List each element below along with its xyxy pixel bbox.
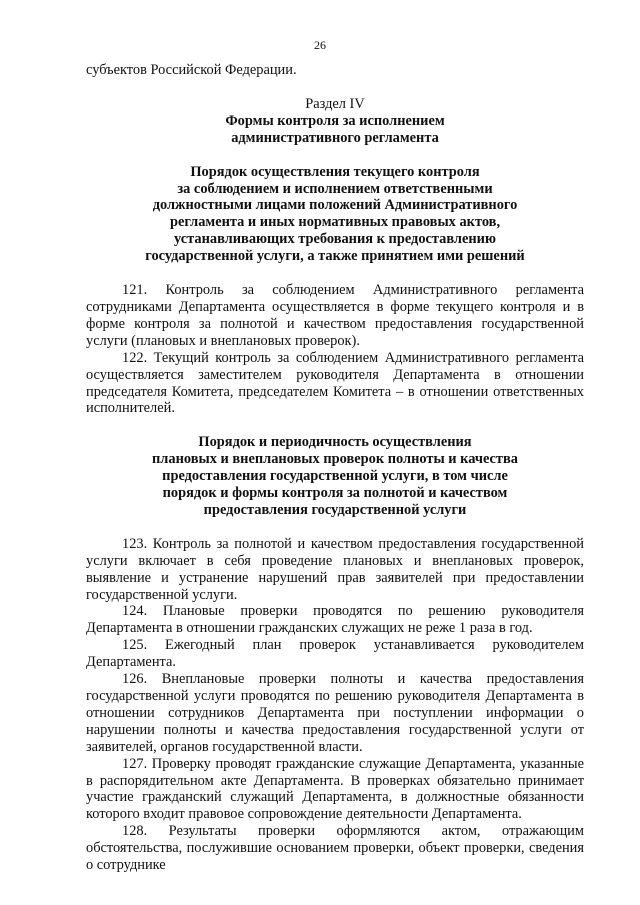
subsection-title-line: Порядок осуществления текущего контроля: [190, 163, 480, 180]
subsection-title-line: плановых и внеплановых проверок полноты и качества: [152, 451, 518, 468]
paragraph-125: 125. Ежегодный план проверок устанавливается руководителем Департамента.: [86, 637, 584, 671]
section-label: Раздел IV: [305, 95, 365, 112]
document-body: [86, 62, 584, 874]
subsection-title-line: устанавливающих требования к предоставлению: [174, 231, 496, 248]
paragraph-121: 121. Контроль за соблюдением Административного регламента сотрудниками Департамента осуществляется в форме текущего контроля и в форме контроля за полнотой и качеством предоставления государственной услуги (плановых и внеплановых проверок).: [86, 282, 584, 349]
subsection-title-line: государственной услуги, а также принятием ими решений: [145, 248, 525, 265]
subsection-title-line: регламента и иных нормативных правовых актов,: [169, 214, 501, 231]
subsection-title: [86, 434, 584, 519]
lead-text: субъектов Российской Федерации.: [86, 62, 297, 78]
paragraph-123: 123. Контроль за полнотой и качеством предоставления государственной услуги включает в себя проведение плановых и внеплановых проверок, выявление и устранение нарушений прав заявителей при предоставлении государственной услуги.: [86, 535, 584, 603]
section-title-line: Формы контроля за исполнением: [225, 112, 445, 129]
subsection-title-line: Порядок и периодичность осуществления: [198, 434, 472, 451]
paragraph-122: 122. Текущий контроль за соблюдением Административного регламента осуществляется заместителем руководителя Департамента в отношении председателя Комитета, председателем Комитета – в отношении ответственных исполнителей.: [86, 349, 584, 417]
subsection-title-line: должностными лицами положений Административного: [152, 197, 518, 214]
subsection-title-line: за соблюдением и исполнением ответственными: [177, 180, 493, 197]
paragraph-127: 127. Проверку проводят гражданские служащие Департамента, указанные в распорядительном акте Департамента. В проверках обязательно принимает участие гражданский служащий Департамента, в должностные обязанности которого входит правовое сопровождение деятельности Департамента.: [86, 755, 584, 823]
paragraph-126: 126. Внеплановые проверки полноты и качества предоставления государственной услуги проводятся по решению руководителя Департамента в отношении сотрудников Департамента при поступлении информации о нарушении полноты и качества предоставления государственной услуги от заявителей, органов государственной власти.: [86, 671, 584, 755]
paragraph-124: 124. Плановые проверки проводятся по решению руководителя Департамента в отношении гражданских служащих не реже 1 раза в год.: [86, 603, 584, 637]
subsection-title: [86, 164, 584, 265]
subsection-title-line: порядок и формы контроля за полнотой и качеством: [162, 485, 508, 502]
paragraph-128: 128. Результаты проверки оформляются актом, отражающим обстоятельства, послужившие основанием проверки, объект проверки, сведения о сотруднике: [86, 823, 584, 874]
subsection-title-line: предоставления государственной услуги: [203, 501, 467, 518]
subsection-title-line: предоставления государственной услуги, в том числе: [162, 468, 508, 485]
section-title-line: административного регламента: [231, 129, 439, 146]
page-number: 26: [314, 38, 326, 52]
